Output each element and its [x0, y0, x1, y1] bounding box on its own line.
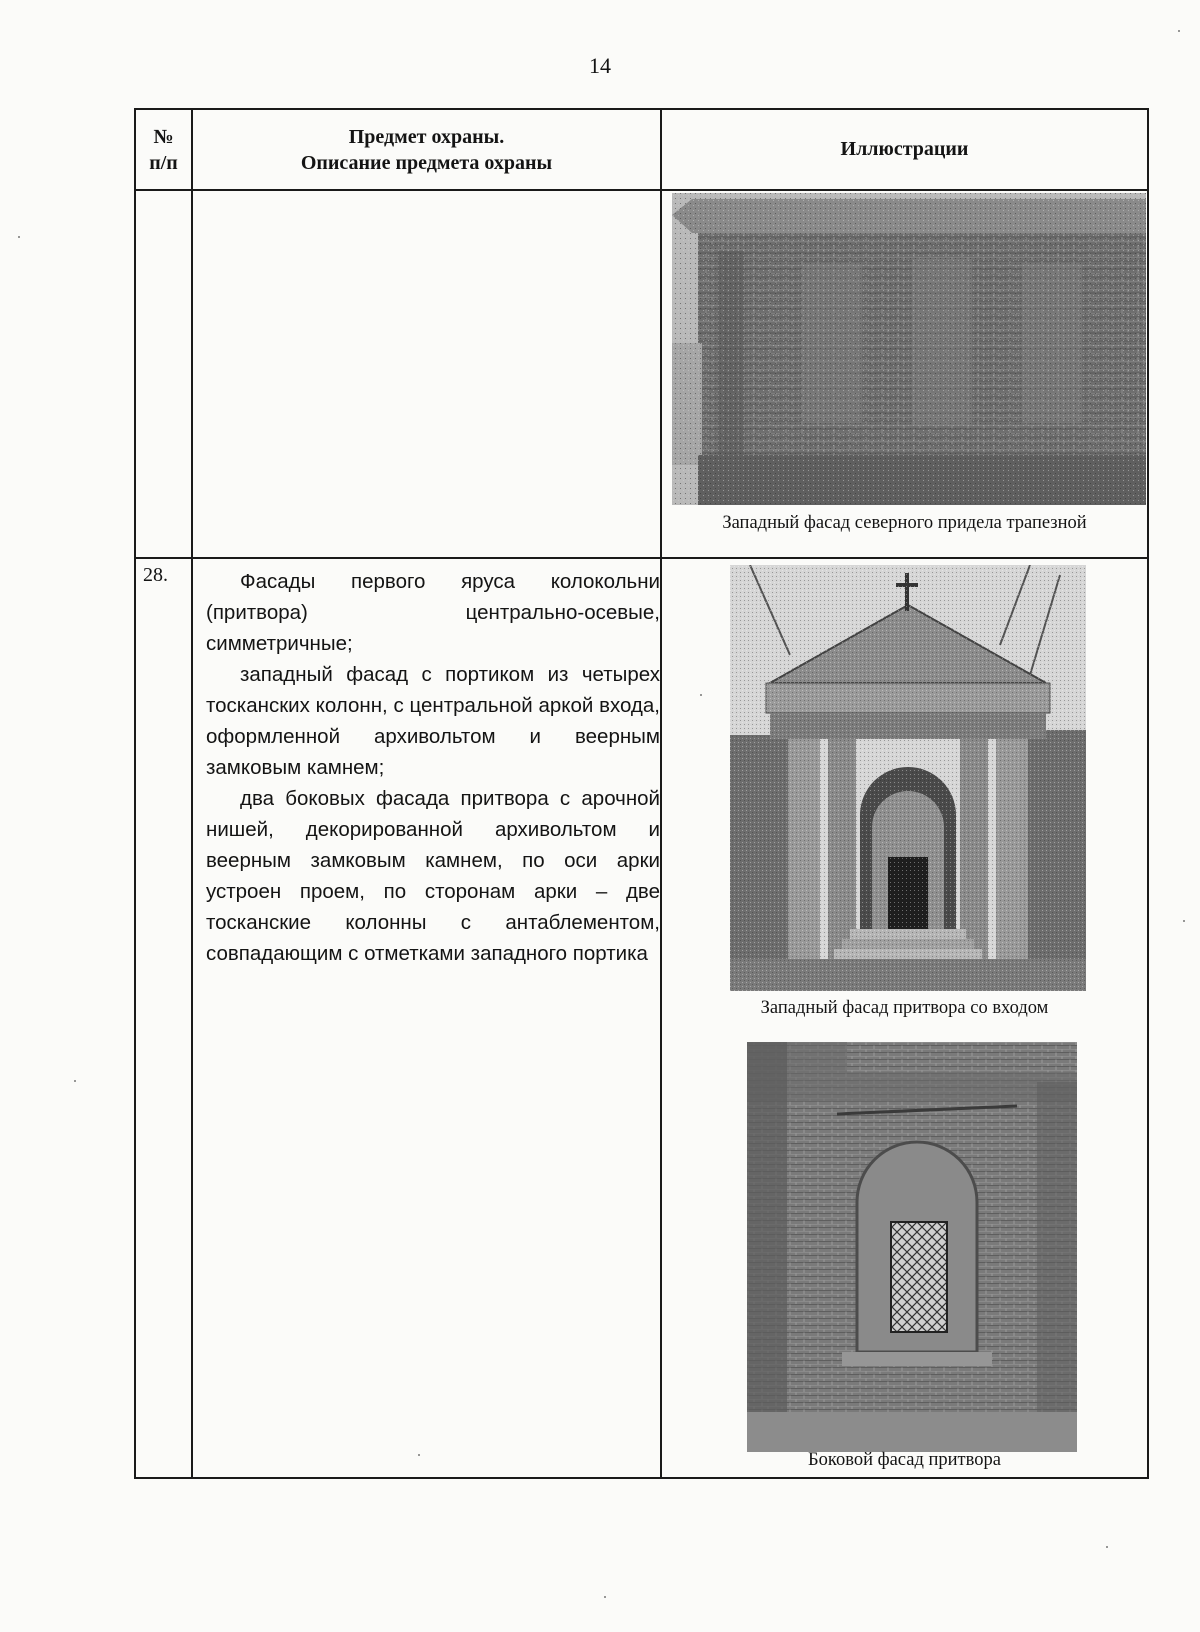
table-border-bottom — [135, 1477, 1149, 1479]
caption-west-porch-entrance: Западный фасад притвора со входом — [760, 998, 1049, 1018]
table-header-divider — [135, 189, 1149, 191]
description-paragraph: Фасады первого яруса колокольни (притвора) центрально-осевые, симметричные; — [206, 570, 660, 655]
table-column-divider-1 — [191, 108, 193, 1479]
table-column-divider-2 — [660, 108, 662, 1479]
caption-side-porch-facade: Боковой фасад притвора — [808, 1450, 1001, 1470]
photo-west-porch-entrance — [730, 565, 1086, 991]
header-subject-line1: Предмет охраны. — [348, 126, 505, 148]
table-border-left — [134, 108, 136, 1479]
header-subject — [193, 124, 660, 176]
header-number-line2: п/п — [149, 152, 178, 174]
row-28-description — [206, 566, 660, 969]
photo-side-porch-facade — [747, 1042, 1077, 1452]
table-row-divider — [135, 557, 1149, 559]
table-border-top — [135, 108, 1149, 110]
header-number-line1: № — [153, 126, 174, 148]
page-number: 14 — [589, 53, 611, 78]
header-number — [136, 124, 191, 176]
caption-north-chapel-facade: Западный фасад северного придела трапезной — [722, 513, 1087, 533]
description-paragraph: западный фасад с портиком из четырех тосканских колонн, с центральной аркой входа, оформленной архивольтом и веерным замковым камнем; — [206, 663, 660, 779]
table-border-right — [1147, 108, 1149, 1479]
row-number: 28. — [143, 564, 168, 586]
header-illustrations: Иллюстрации — [840, 138, 969, 160]
photo-north-chapel-facade — [672, 193, 1146, 505]
header-subject-line2: Описание предмета охраны — [300, 152, 553, 174]
description-paragraph: два боковых фасада притвора с арочной нишей, декорированной архивольтом и веерным замковым камнем, по оси арки устроен проем, по сторонам арки – две тосканские колонны с антаблементом, совпадающим с отметками западного портика — [206, 787, 660, 965]
